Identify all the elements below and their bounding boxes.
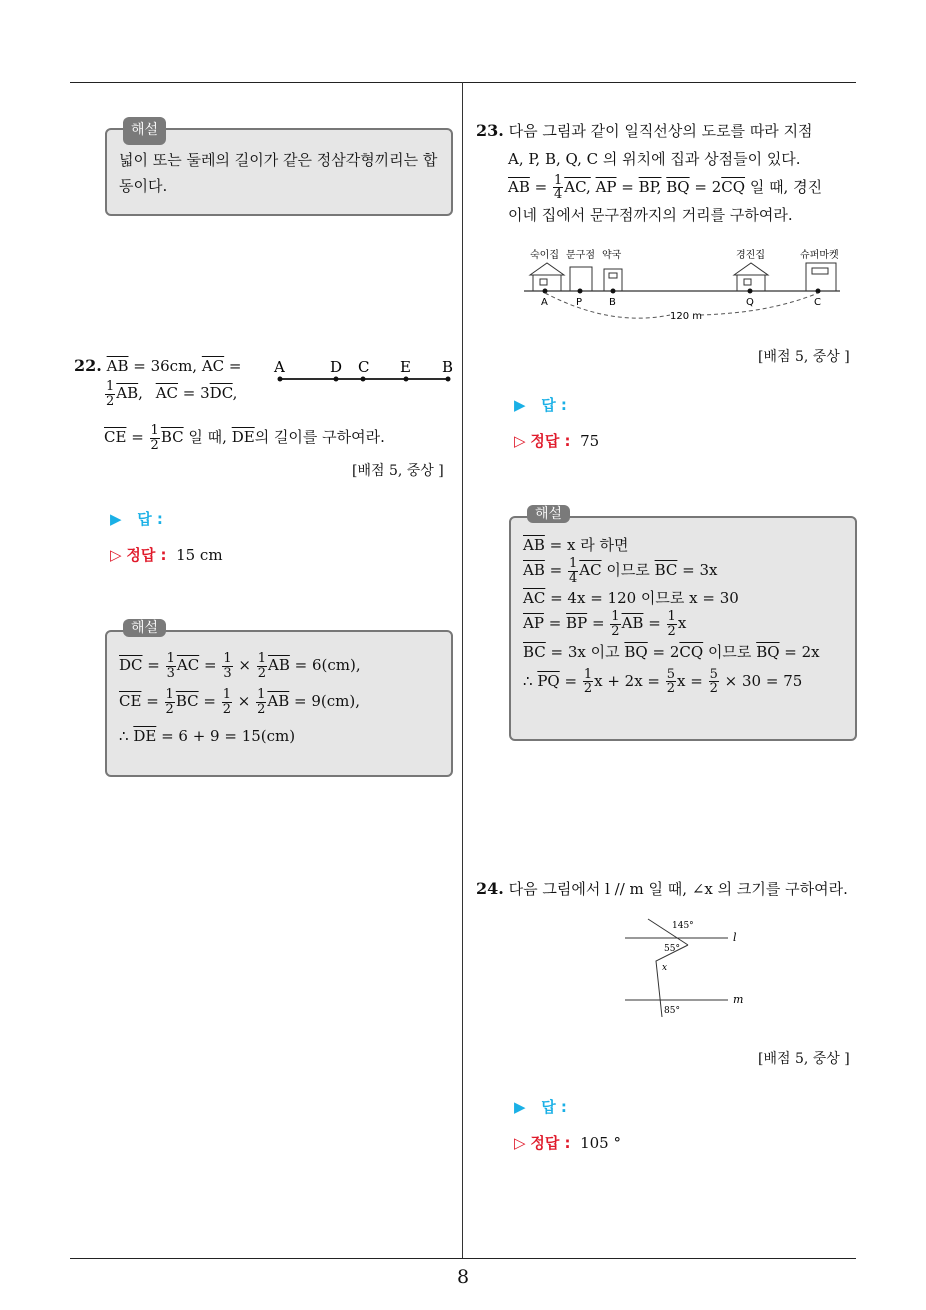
segment-label: $\overline{AC}$ [201,357,225,375]
correct-label: 정답 : [126,546,167,564]
question-22 [74,352,264,408]
question-number: 24. [476,879,504,898]
bottom-rule [70,1258,856,1259]
correct-answer [514,1132,621,1153]
question-text: 이네 집에서 문구점까지의 거리를 구하여라. [508,205,793,224]
score-label: [배점 5, 중상 ] [758,349,850,365]
segment-label: $\overline{AC}$ [155,384,179,403]
triangle-outline-icon: ▷ [514,432,526,450]
segment-label: $\overline{AB}$ [116,384,139,403]
segment-label: $\overline{CE}$ [104,428,127,447]
question-text: A, P, B, Q, C 의 위치에 집과 상점들이 있다. [508,149,801,168]
svg-text:x: x [662,963,668,973]
svg-text:55°: 55° [664,944,680,954]
question-number: 22. [74,356,102,375]
svg-text:Q: Q [746,297,754,308]
segment-label: $\overline{AB}$ [106,357,129,375]
correct-label: 정답 : [530,432,571,450]
point-label: A [274,358,285,376]
correct-value: 75 [580,432,600,450]
question-text: 의 길이를 구하여라. [254,428,385,447]
svg-text:C: C [814,297,821,308]
solution-box-22 [105,620,453,777]
svg-text:120 m: 120 m [670,311,703,322]
correct-value: 15 cm [176,546,223,564]
segment-label: $\overline{DC}$ [209,384,233,403]
math-text: = [224,357,242,375]
play-arrow-icon: ▶ [110,510,122,528]
solution-tag: 해설 [123,117,166,145]
segment-label: $\overline{BC}$ [160,428,184,447]
correct-label: 정답 : [530,1134,571,1152]
math-text: 일 때, [188,428,227,447]
point-label: C [358,358,370,376]
answer-prompt [514,1096,567,1117]
point-label: D [330,358,343,376]
correct-value: 105 ° [580,1134,621,1152]
road-figure [520,245,850,323]
play-arrow-icon: ▶ [514,396,526,414]
point-label: E [400,358,411,376]
point-label: B [442,358,454,376]
svg-text:숙이집: 숙이집 [530,250,559,261]
correct-answer [514,430,599,451]
segment-label: $\overline{DE}$ [231,428,255,447]
fraction: $\frac{1}{2}$ [106,379,115,409]
svg-text:P: P [576,297,583,308]
score-label: [배점 5, 중상 ] [352,463,444,479]
answer-label: 답 : [541,1098,567,1116]
solution-line: ∴ $\overline{DE} = 6 + 9 = 15(cm)$ [119,726,296,745]
svg-text:m: m [733,993,744,1006]
math-text: = 3 [178,384,210,403]
svg-text:85°: 85° [664,1006,680,1016]
answer-prompt [514,394,567,415]
svg-text:145°: 145° [672,921,694,931]
solution-line: $\overline{CE}$ = $\frac{1}{2}$ $\overline{BC}$ = $\frac{1}{2}$ × $\frac{1}{2}$ $\overline{AB} = 9(cm)$, [119,687,360,717]
solution-box-prev [105,122,453,216]
point-d [334,377,339,382]
column-divider [462,82,463,1258]
parallel-lines-figure [620,915,750,1020]
score-label: [배점 5, 중상 ] [758,1051,850,1067]
play-arrow-icon: ▶ [514,1098,526,1116]
correct-answer [110,544,223,565]
question-22-line3: $\overline{CE}$ = $\frac{1}{2}$ $\overline{BC}$ 일 때, $\overline{DE}$의 길이를 구하여라. [104,423,385,453]
page-number: 8 [456,1266,470,1288]
point-a [278,377,283,382]
question-24 [476,874,860,904]
triangle-outline-icon: ▷ [514,1134,526,1152]
question-23: 23. 다음 그림과 같이 일직선상의 도로를 따라 지점 A, P, B, Q, C 의 위치에 집과 상점들이 있다. $\overline{AB}$ = $\frac{1}{4}$ AC, $\overline{AP}$ = BP, $\overline{BQ} = 2\overline{CQ}$ 일 때, 경진 이네 집에서 문구점까지의 거리를 구하여라. [476,121,823,224]
point-e [404,377,409,382]
segment-figure [270,356,460,390]
answer-label: 답 : [541,396,567,414]
fraction: $\frac{1}{2}$ [150,423,159,453]
question-text: 다음 그림과 같이 일직선상의 도로를 따라 지점 [508,122,813,140]
solution-line: $\overline{DC}$ = $\frac{1}{3}$ $\overline{AC}$ = $\frac{1}{3}$ × $\frac{1}{2}$ $\overline{AB} = 6(cm)$, [119,651,361,681]
triangle-outline-icon: ▷ [110,546,122,564]
point-b [446,377,451,382]
svg-text:약국: 약국 [602,250,622,261]
svg-text:B: B [609,297,616,308]
math-text: = 36cm, [128,357,202,375]
solution-box-23: 해설 $\overline{AB} = x$ 라 하면 $\overline{AB}$ = $\frac{1}{4}$ $\overline{AC}$ 이므로 $\overline{BC} = 3x$ $\overline{AC} = 4x = 120$ 이므로 x = 30 $\overline{AP} = \overline{BP}$ = $\frac{1}{2}$ $\overline{AB}$ = $\frac{1}{2}$ x $\overline{BC} = 3x$ 이고 $\overline{BQ} = 2\overline{CQ}$ 이므로 $\overline{BQ} = 2x$ ∴ $\overline{PQ}$ = $\frac{1}{2}$ x + 2x = $\frac{5}{2}$ x = $\frac{5}{2}$ × 30 = 75 [509,516,857,741]
svg-text:경진집: 경진집 [736,250,765,261]
svg-text:슈퍼마켓: 슈퍼마켓 [800,250,839,261]
top-rule [70,82,856,83]
answer-prompt [110,508,163,529]
answer-label: 답 : [137,510,163,528]
svg-text:A: A [541,297,548,308]
svg-text:l: l [733,931,737,944]
question-number: 23. [476,121,504,140]
solution-tag: 해설 [527,505,570,523]
point-c [361,377,366,382]
solution-line: 동이다. [119,176,168,195]
math-text: , [138,384,143,403]
svg-text:문구점: 문구점 [566,250,595,261]
solution-tag: 해설 [123,619,166,637]
question-text: 다음 그림에서 l // m 일 때, ∠x 의 크기를 구하여라. [508,880,848,898]
math-text: , [232,384,238,403]
solution-line: 넓이 또는 둘레의 길이가 같은 정삼각형끼리는 합 [119,151,438,169]
